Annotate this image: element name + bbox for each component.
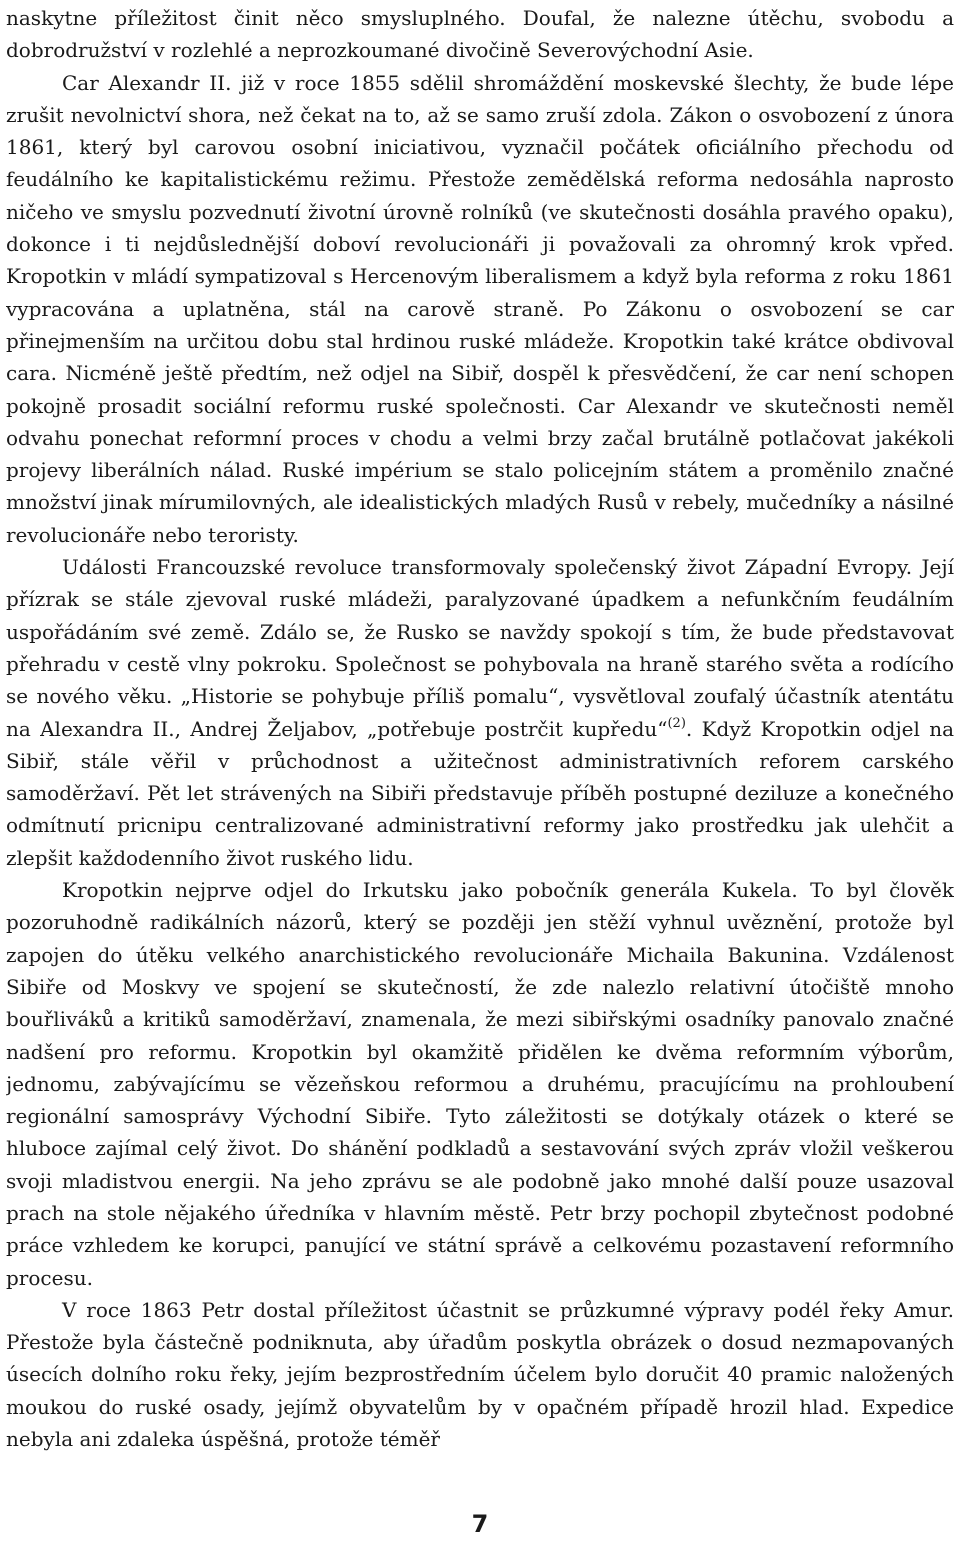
paragraph (6, 67, 954, 551)
paragraph-text: Car Alexandr II. již v roce 1855 sdělil shromáždění moskevské šlechty, že bude lépe zrušit nevolnictví shora, než čekat na to, až se samo zruší zdola. Zákon o osvobození z února 1861, který byl carovou osobní iniciativou, vyznačil počátek oficiálního přechodu od feudálního ke kapitalistickému režimu. Přestože zemědělská reforma nedosáhla naprosto ničeho ve smyslu pozvednutí životní úrovně rolníků (ve skutečnosti dosáhla pravého opaku), dokonce i ti nejdůslednější doboví revolucionáři ji považovali za ohromný krok vpřed. Kropotkin v mládí sympatizoval s Hercenovým liberalismem a když byla reforma z roku 1861 vypracována a uplatněna, stál na carově straně. Po Zákonu o osvobození se car přinejmenším na určitou dobu stal hrdinou ruské mládeže. Kropotkin také krátce obdivoval cara. Nicméně ještě předtím, než odjel na Sibiř, dospěl k přesvědčení, že car není schopen pokojně prosadit sociální reformu ruské společnosti. Car Alexandr ve skutečnosti neměl odvahu ponechat reformní proces v chodu a velmi brzy začal brutálně potlačovat jakékoli projevy liberálních nálad. Ruské impérium se stalo policejním státem a proměnilo značné množství jinak mírumilovných, ale idealistických mladých Rusů v rebely, mučedníky a násilné revolucionáře nebo teroristy. (6, 70, 954, 547)
page-number: 7 (471, 1510, 489, 1538)
footnote-reference: (2) (667, 715, 686, 731)
paragraph-text: naskytne příležitost činit něco smysluplného. Doufal, že nalezne útěchu, svobodu a dobrodružství v rozlehlé a neprozkoumané divočině Severovýchodní Asie. (6, 6, 954, 63)
paragraph-text: . Když Kropotkin odjel na Sibiř, stále věřil v průchodnost a užitečnost administrativních reforem carského samoděržaví. Pět let strávených na Sibiři představuje příběh postupné deziluze a konečného odmítnutí pricnipu centralizované administrativní reformy jako prostředku jak ulehčit a zlepšit každodenního život ruského lidu. (6, 716, 954, 870)
paragraph-text: Události Francouzské revoluce transformovaly společenský život Západní Evropy. Její přízrak se stále zjevoval ruské mládeži, paralyzované úpadkem a nefunkčním feudálním uspořádáním své země. Zdálo se, že Rusko se navždy spokojí s tím, že bude představovat přehradu v cestě vlny pokroku. Společnost se pohybovala na hraně starého světa a rodícího se nového věku. „Historie se pohybuje příliš pomalu“, vysvětloval zoufalý účastník atentátu na Alexandra II., Andrej Željabov, „potřebuje postrčit kupředu“ (6, 555, 954, 741)
paragraph (6, 551, 954, 874)
paragraph-text: V roce 1863 Petr dostal příležitost účastnit se průzkumné výpravy podél řeky Amur. Přestože byla částečně podniknuta, aby úřadům poskytla obrázek o dosud nezmapovaných úsecích dolního roku řeky, jejím bezprostředním účelem bylo doručit 40 pramic naložených moukou do ruské osady, jejímž obyvatelům by v opačném případě hrozil hlad. Expedice nebyla ani zdaleka úspěšná, protože téměř (6, 1297, 954, 1452)
paragraph (6, 2, 954, 67)
page-body (6, 2, 954, 1472)
paragraph (6, 1294, 954, 1455)
paragraph-text: Kropotkin nejprve odjel do Irkutsku jako pobočník generála Kukela. To byl člověk pozoruhodně radikálních názorů, který se později jen stěží vyhnul uvěznění, protože byl zapojen do útěku velkého anarchistického revolucionáře Michaila Bakunina. Vzdálenost Sibiře od Moskvy ve spojení se skutečností, že zde nalezlo relativní útočiště mnoho bouřliváků a kritiků samoděržaví, znamenala, že mezi sibiřskými osadníky panovalo značné nadšení pro reformu. Kropotkin byl okamžitě přidělen ke dvěma reformním výborům, jednomu, zabývajícímu se vězeňskou reformou a druhému, pracujícímu na prohloubení regionální samosprávy Východní Sibiře. Tyto záležitosti se dotýkaly otázek o které se hluboce zajímal celý život. Do shánění podkladů a sestavování svých zpráv vložil veškerou svoji mladistvou energii. Na jeho zprávu se ale podobně jako mnohé další pouze usazoval prach na stole nějakého úředníka v hlavním městě. Petr brzy pochopil zbytečnost podobné práce vzhledem ke korupci, panující ve státní správě a celkovému pozastavení reformního procesu. (6, 878, 954, 1290)
paragraph (6, 874, 954, 1294)
